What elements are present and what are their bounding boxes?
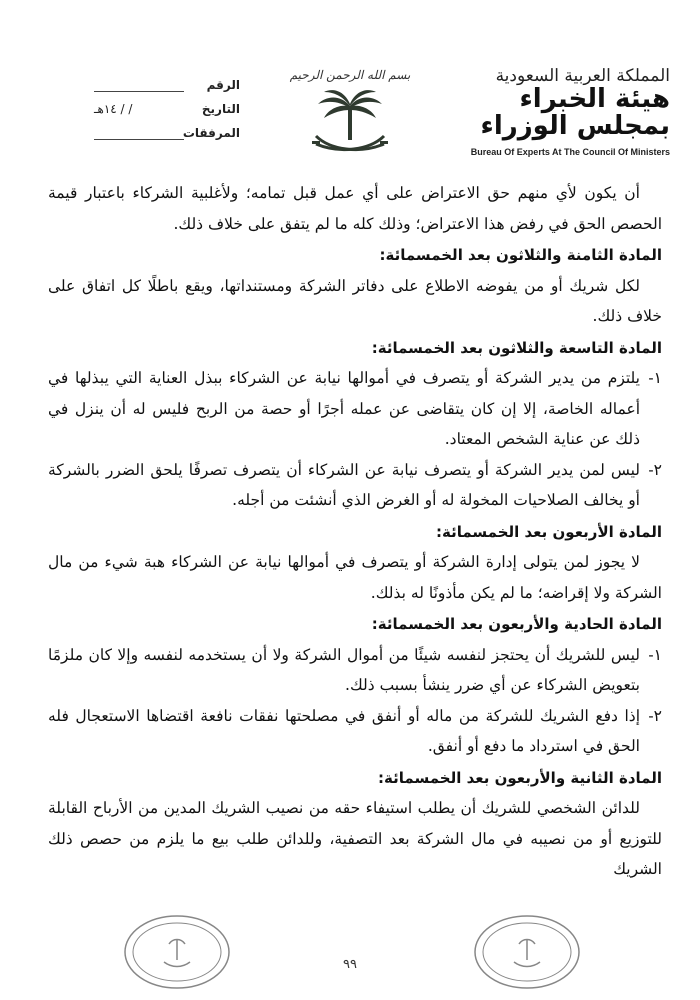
date-row (90, 92, 240, 116)
bureau-name-english: Bureau Of Experts At The Council Of Ministers (470, 146, 670, 157)
list-item (48, 363, 662, 455)
saudi-emblem (285, 30, 415, 155)
article-heading: المادة الثانية والأربعون بعد الخمسمائة: (378, 768, 662, 787)
article-heading: المادة الحادية والأربعون بعد الخمسمائة: (371, 615, 662, 633)
item-number: ٢- (648, 460, 662, 479)
date-value: / / ١٤هـ (94, 102, 133, 116)
reference-fields (90, 68, 240, 140)
paragraph: لكل شريك أو من يفوضه الاطلاع على دفاتر الشركة ومستنداتها، ويقع باطلًا كل اتفاق على خلاف ذلك. (48, 276, 662, 325)
organization-block (440, 66, 670, 157)
paragraph: أن يكون لأي منهم حق الاعتراض على أي عمل قبل تمامه؛ ولأغلبية الشركاء باعتبار قيمة الحصص الحق في رفض هذا الاعتراض؛ وذلك كله ما لم يتفق على خلاف ذلك. (48, 184, 662, 233)
item-text: إذا دفع الشريك للشركة من ماله أو أنفق في مصلحتها نفقات نافعة اقتضاها الاستعجال فله الحق في استرداد ما دفع أو أنفق. (48, 706, 640, 755)
article-heading: المادة التاسعة والثلاثون بعد الخمسمائة: (371, 338, 662, 357)
ref-number-row (90, 68, 240, 92)
list-item (48, 455, 662, 516)
official-stamp-icon (472, 912, 582, 992)
article-heading: المادة الثامنة والثلاثون بعد الخمسمائة: (379, 246, 662, 264)
official-stamp-icon (122, 912, 232, 992)
attachments-row (90, 116, 240, 140)
paragraph: للدائن الشخصي للشريك أن يطلب استيفاء حقه من نصيب الشريك المدين من الأرباح القابلة للتوزيع أو من نصيبه في مال الشركة بعد التصفية، وللدائن طلب بيع ما يلزم من حصص ذلك الشريك (48, 799, 662, 878)
document-body (48, 178, 662, 885)
item-text: يلتزم من يدير الشركة أو يتصرف في أموالها نيابة عن الشركاء ببذل العناية التي يبذلها في أعماله الخاصة، إلا إن كان يتقاضى عن عمله أجرًا أو حصة من الربح فليس له أن ينزل في ذلك عن عناية الشخص المعتاد. (48, 369, 640, 448)
item-number: ١- (648, 645, 662, 664)
item-text: ليس للشريك أن يحتجز لنفسه شيئًا من أموال الشركة ولا أن يستخدمه لنفسه وإلا كان ملزمًا بتعويض الشركاء عن أي ضرر ينشأ بسبب ذلك. (48, 645, 640, 694)
paragraph: لا يجوز لمن يتولى إدارة الشركة أو يتصرف في أموالها نيابة عن الشركاء هبة شيء من مال الشركة ولا إقراضه؛ ما لم يكن مأذونًا له بذلك. (48, 553, 662, 602)
attachments-label: المرفقات (182, 126, 240, 140)
article-heading: المادة الأربعون بعد الخمسمائة: (435, 522, 662, 541)
palm-swords-icon (310, 88, 390, 158)
basmala: بسم الله الرحمن الرحيم (289, 68, 411, 82)
ref-number-line (94, 78, 184, 92)
date-label: التاريخ (201, 102, 240, 116)
list-item (48, 701, 662, 762)
item-number: ١- (648, 369, 662, 387)
kingdom-name: المملكة العربية السعودية (495, 66, 670, 86)
item-number: ٢- (648, 706, 662, 725)
ref-number-label: الرقم (206, 78, 240, 92)
list-item (48, 640, 662, 701)
page-number: ٩٩ (343, 957, 357, 972)
bureau-name: هيئة الخبراء بمجلس الوزراء (480, 84, 670, 142)
attachments-line (94, 126, 184, 140)
item-text: ليس لمن يدير الشركة أو يتصرف نيابة عن الشركاء أن يتصرف تصرفًا يلحق الضرر بالشركة أو يخالف الصلاحيات المخولة له أو الغرض الذي أنشئت من أجله. (48, 460, 640, 509)
letterhead (0, 0, 700, 165)
